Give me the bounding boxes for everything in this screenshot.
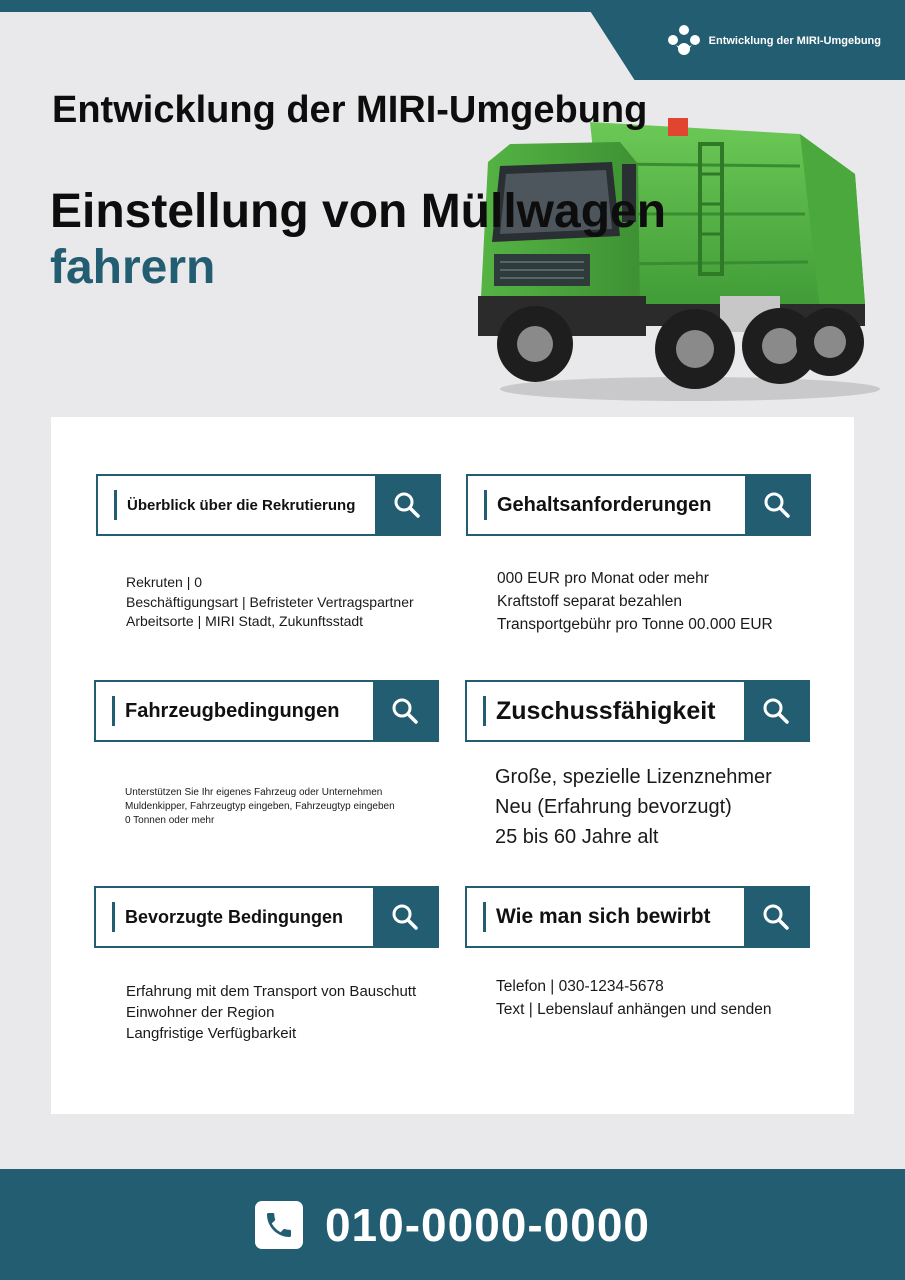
title-line-1: Einstellung von Müllwagen [50, 185, 667, 238]
info-line: Langfristige Verfügbarkeit [126, 1025, 297, 1042]
info-line: 000 EUR pro Monat oder mehr [497, 570, 709, 587]
info-line: Neu (Erfahrung bevorzugt) [495, 796, 732, 818]
info-line: Transportgebühr pro Tonne 00.000 EUR [497, 616, 773, 633]
section-info-fahrzeug [125, 786, 395, 828]
search-icon [391, 903, 419, 931]
section-info-gehalt [497, 567, 773, 636]
footer-bar [0, 1169, 905, 1280]
info-line: Telefon | 030-1234-5678 [496, 978, 664, 995]
search-box-gehalt[interactable] [466, 474, 811, 536]
info-line: 25 bis 60 Jahre alt [495, 826, 659, 848]
section-info-bevorzugt [126, 981, 416, 1044]
section-heading-zuschuss: Zuschussfähigkeit [496, 696, 716, 725]
search-button[interactable] [744, 682, 808, 740]
phone-icon[interactable] [255, 1201, 303, 1249]
section-heading-fahrzeug: Fahrzeugbedingungen [125, 699, 340, 722]
info-line: Arbeitsorte | MIRI Stadt, Zukunftsstadt [126, 613, 364, 629]
search-icon [762, 903, 790, 931]
info-line: 0 Tonnen oder mehr [125, 815, 215, 826]
info-line: Große, spezielle Lizenznehmer [495, 766, 772, 788]
brand-name: Entwicklung der MIRI-Umgebung [708, 35, 881, 47]
info-line: Text | Lebenslauf anhängen und senden [496, 1001, 772, 1018]
search-box-fahrzeug[interactable] [94, 680, 439, 742]
info-line: Muldenkipper, Fahrzeugtyp eingeben, Fahrzeugtyp eingeben [125, 801, 395, 812]
search-button[interactable] [744, 888, 808, 946]
section-heading-bewerbung: Wie man sich bewirbt [496, 905, 711, 928]
phone-handset-icon [263, 1209, 295, 1241]
section-heading-bevorzugt: Bevorzugte Bedingungen [125, 906, 344, 927]
info-line: Beschäftigungsart | Befristeter Vertragspartner [126, 593, 414, 610]
page-title [50, 184, 690, 296]
search-button[interactable] [373, 888, 437, 946]
info-line: Unterstützen Sie Ihr eigenes Fahrzeug oder Unternehmen [125, 787, 383, 798]
footer-phone-number[interactable]: 010-0000-0000 [324, 1198, 651, 1251]
search-button[interactable] [745, 476, 809, 534]
section-info-bewerbung [496, 975, 772, 1021]
section-info-rekrutierung [126, 573, 414, 632]
search-button[interactable] [375, 476, 439, 534]
search-icon [762, 697, 790, 725]
search-button[interactable] [373, 682, 437, 740]
org-title: Entwicklung der MIRI-Umgebung [52, 89, 648, 131]
people-network-logo-icon [667, 24, 701, 58]
info-line: Einwohner der Region [126, 1004, 275, 1021]
search-box-bevorzugt[interactable] [94, 886, 439, 948]
info-card [51, 417, 854, 1114]
search-icon [393, 491, 421, 519]
search-box-zuschuss[interactable] [465, 680, 810, 742]
info-line: Erfahrung mit dem Transport von Bauschutt [126, 983, 417, 1000]
section-info-zuschuss [495, 762, 772, 852]
search-icon [391, 697, 419, 725]
search-box-bewerbung[interactable] [465, 886, 810, 948]
search-box-rekrutierung[interactable] [96, 474, 441, 536]
section-heading-rekrutierung: Überblick über die Rekrutierung [127, 496, 356, 514]
search-icon [763, 491, 791, 519]
info-line: Rekruten | 0 [126, 574, 203, 590]
title-line-2: fahrern [50, 241, 216, 294]
section-heading-gehalt: Gehaltsanforderungen [497, 493, 712, 516]
brand[interactable] [667, 24, 881, 58]
info-line: Kraftstoff separat bezahlen [497, 593, 682, 610]
